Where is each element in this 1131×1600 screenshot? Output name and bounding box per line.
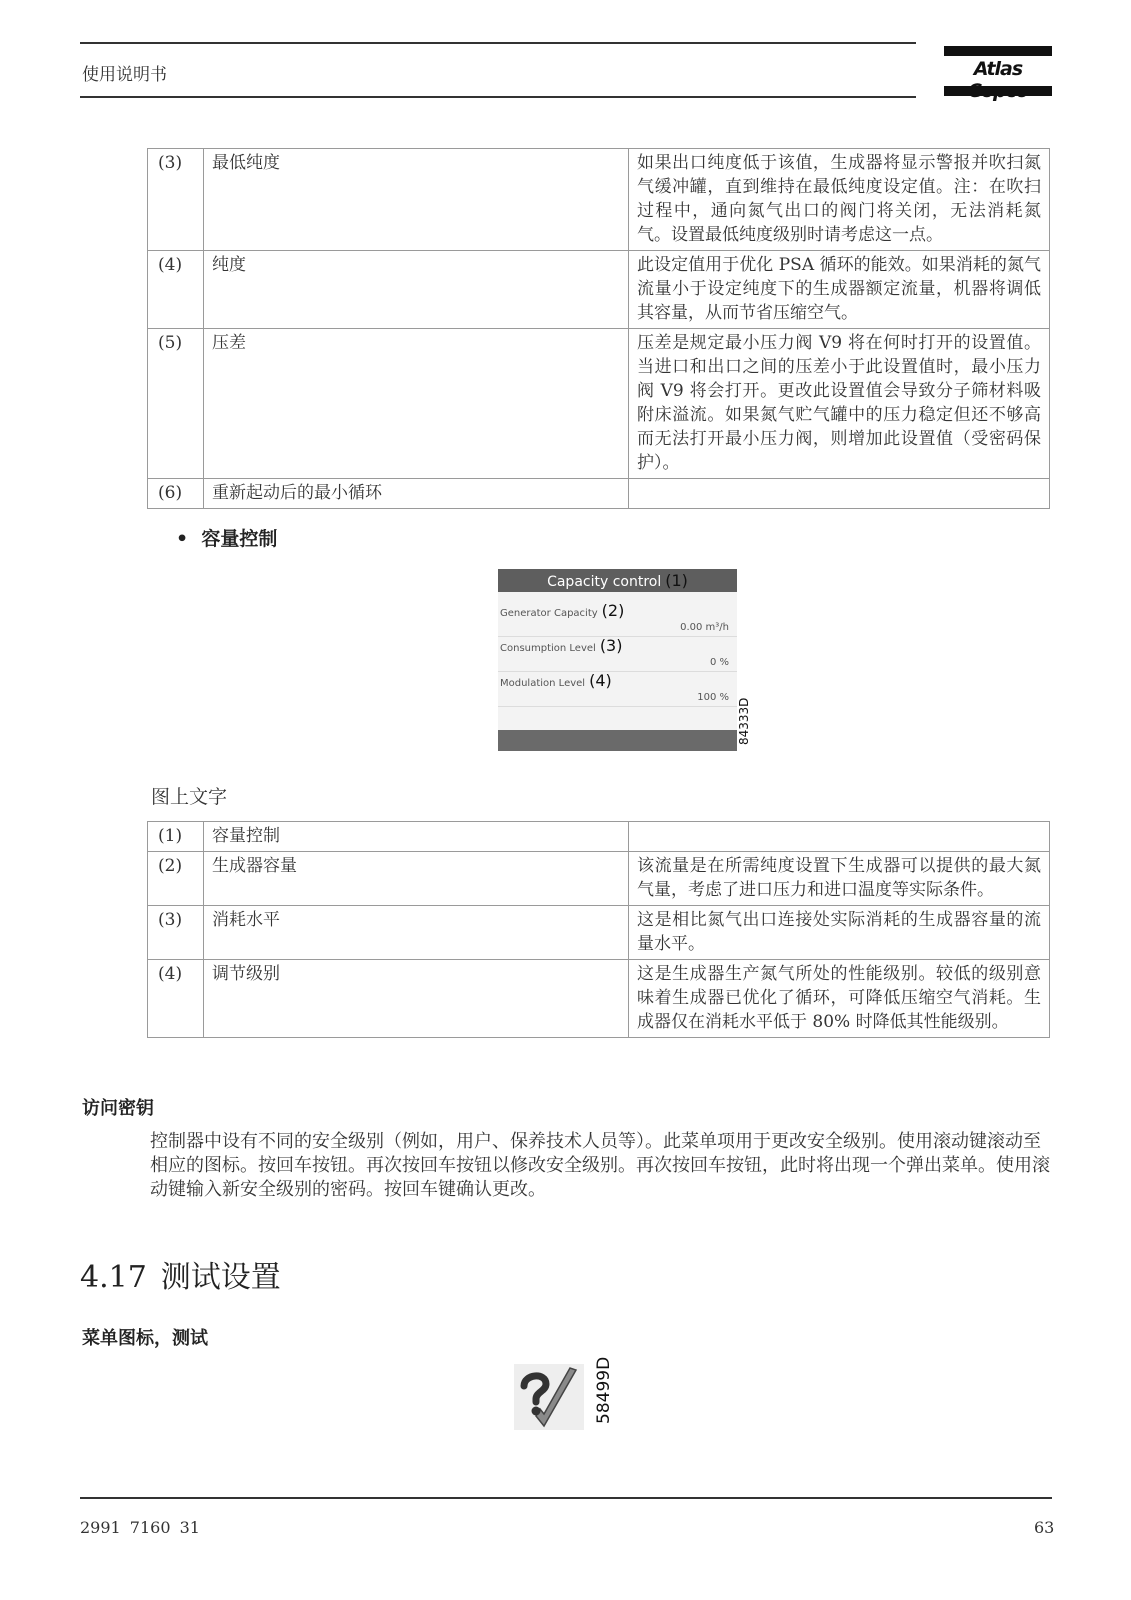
footer-rule	[80, 1497, 1052, 1499]
consumption-level-label: Consumption Level	[500, 643, 596, 654]
table-row	[148, 149, 1050, 251]
row-number: (5)	[148, 329, 204, 479]
row-name: 容量控制	[204, 822, 629, 852]
row-number: (1)	[148, 822, 204, 852]
access-key-paragraph: 控制器中设有不同的安全级别（例如，用户、保养技术人员等）。此菜单项用于更改安全级别。使用滚动键滚动至相应的图标。按回车按钮。再次按回车按钮以修改安全级别。再次按回车按钮，此时将出现一个弹出菜单。使用滚动键输入新安全级别的密码。按回车键确认更改。	[150, 1131, 1050, 1200]
screen-row-label	[500, 636, 622, 655]
callout-number: (4)	[589, 671, 612, 690]
table-row	[148, 251, 1050, 329]
modulation-level-value: 100 %	[697, 692, 729, 703]
document-number: 2991 7160 31	[80, 1518, 200, 1537]
screen-title: Capacity control	[547, 574, 662, 590]
access-key-heading: 访问密钥	[82, 1098, 154, 1119]
row-description: 这是相比氮气出口连接处实际消耗的生成器容量的流量水平。	[629, 906, 1050, 960]
row-description	[629, 822, 1050, 852]
row-divider	[498, 706, 737, 707]
row-number: (6)	[148, 479, 204, 509]
row-number: (4)	[148, 960, 204, 1038]
settings-table	[147, 148, 1050, 509]
screen-title-bar	[498, 569, 737, 592]
screen-panel	[498, 592, 737, 730]
modulation-level-label: Modulation Level	[500, 678, 586, 689]
section-title: 测试设置	[160, 1260, 281, 1295]
generator-capacity-label: Generator Capacity	[500, 608, 598, 619]
screen-title-callout: (1)	[665, 571, 688, 590]
bullet-heading-text: 容量控制	[201, 528, 278, 550]
row-number: (2)	[148, 852, 204, 906]
row-description	[629, 479, 1050, 509]
test-settings-icon	[514, 1364, 584, 1430]
table-row	[148, 329, 1050, 479]
section-number: 4.17	[80, 1260, 147, 1295]
row-name: 最低纯度	[204, 149, 629, 251]
row-name: 生成器容量	[204, 852, 629, 906]
capacity-control-heading	[176, 524, 277, 551]
row-description: 如果出口纯度低于该值，生成器将显示警报并吹扫氮气缓冲罐，直到维持在最低纯度设定值。注：在吹扫过程中，通向氮气出口的阀门将关闭，无法消耗氮气。设置最低纯度级别时请考虑这一点。	[629, 149, 1050, 251]
figure-code: 84333D	[737, 697, 751, 745]
icon-figure-code: 58499D	[594, 1356, 614, 1424]
header-rule-top	[80, 42, 916, 44]
capacity-control-screen-figure	[498, 569, 737, 751]
legend-table	[147, 821, 1050, 1038]
table-row	[148, 852, 1050, 906]
logo-text: Atlas	[973, 58, 1023, 80]
header-rule-bottom	[80, 96, 916, 98]
row-number: (3)	[148, 149, 204, 251]
table-row	[148, 906, 1050, 960]
screen-bottom-bar	[498, 730, 737, 751]
screen-row-label	[500, 671, 612, 690]
figure-caption: 图上文字	[151, 786, 228, 808]
row-description: 此设定值用于优化 PSA 循环的能效。如果消耗的氮气流量小于设定纯度下的生成器额定流量，机器将调低其容量，从而节省压缩空气。	[629, 251, 1050, 329]
callout-number: (3)	[599, 636, 623, 655]
row-name: 重新起动后的最小循环	[204, 479, 629, 509]
screen-row-label	[500, 601, 624, 620]
callout-number: (2)	[601, 601, 625, 620]
row-number: (4)	[148, 251, 204, 329]
section-heading	[80, 1252, 281, 1296]
bullet-icon: •	[176, 528, 202, 550]
atlas-copco-logo	[944, 44, 1052, 100]
page-number: 63	[1034, 1518, 1055, 1537]
row-name: 纯度	[204, 251, 629, 329]
row-name: 消耗水平	[204, 906, 629, 960]
table-row	[148, 960, 1050, 1038]
menu-icon-heading: 菜单图标，测试	[82, 1328, 208, 1349]
consumption-level-value: 0 %	[709, 657, 729, 668]
row-number: (3)	[148, 906, 204, 960]
row-name: 调节级别	[204, 960, 629, 1038]
row-description: 压差是规定最小压力阀 V9 将在何时打开的设置值。当进口和出口之间的压差小于此设置值时，最小压力阀 V9 将会打开。更改此设置值会导致分子筛材料吸附床溢流。如果氮气贮气罐中的压力稳定但还不够高而无法打开最小压力阀，则增加此设置值（受密码保护）。	[629, 329, 1050, 479]
table-row	[148, 479, 1050, 509]
row-description: 该流量是在所需纯度设置下生成器可以提供的最大氮气量，考虑了进口压力和进口温度等实际条件。	[629, 852, 1050, 906]
row-name: 压差	[204, 329, 629, 479]
row-description: 这是生成器生产氮气所处的性能级别。较低的级别意味着生成器已优化了循环，可降低压缩空气消耗。生成器仅在消耗水平低于 80% 时降低其性能级别。	[629, 960, 1050, 1038]
document-type-title: 使用说明书	[82, 65, 167, 85]
generator-capacity-value: 0.00 m³/h	[680, 622, 729, 633]
table-row	[148, 822, 1050, 852]
